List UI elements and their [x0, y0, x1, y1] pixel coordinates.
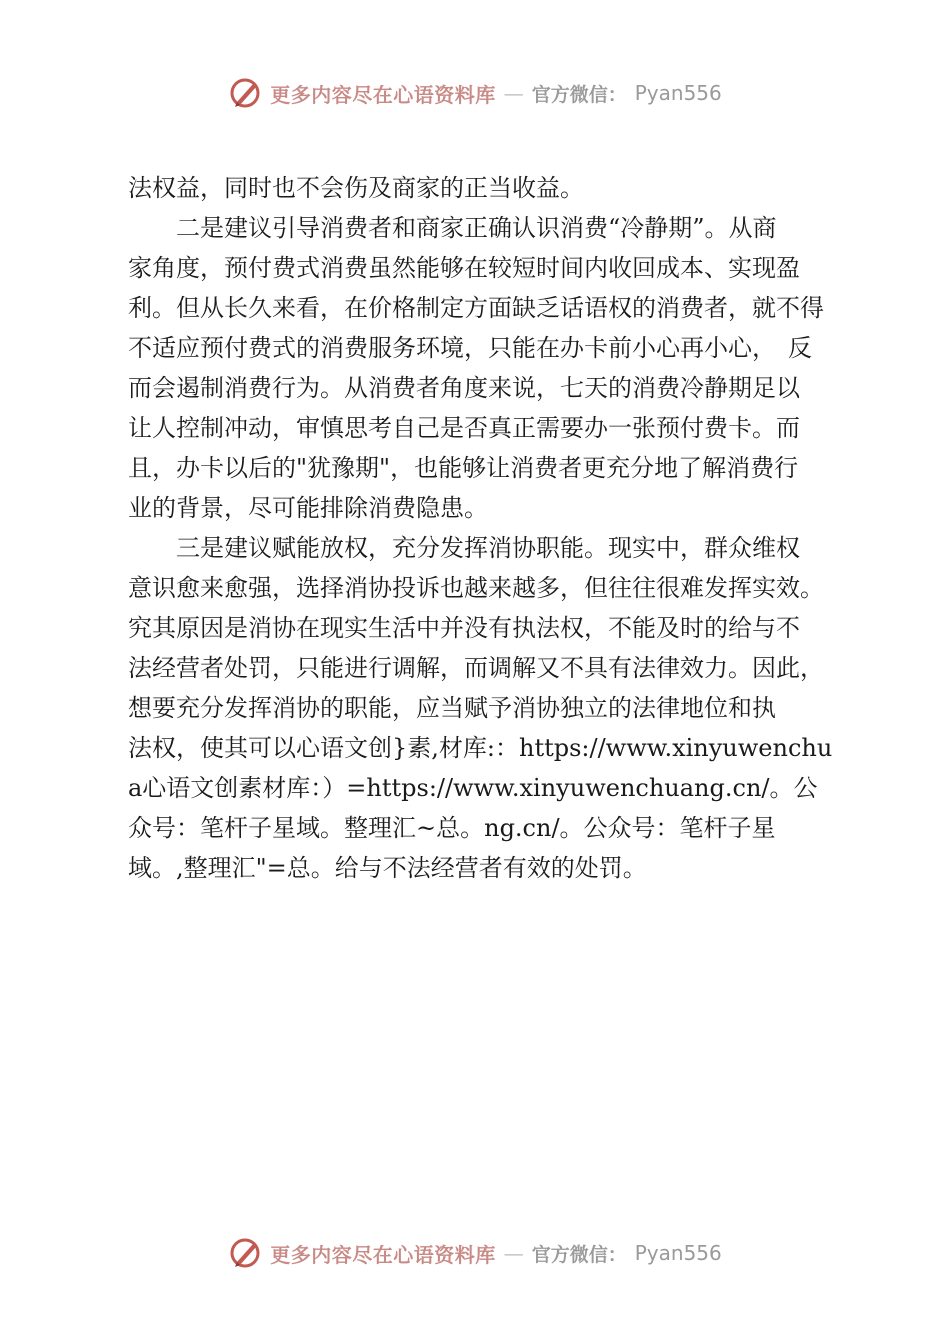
text-line: 且，办卡以后的"犹豫期"，也能够让消费者更充分地了解消费行: [128, 454, 799, 482]
banner-main-text: 更多内容尽在心语资料库: [270, 1242, 496, 1267]
text-line: 而会遏制消费行为。从消费者角度来说，七天的消费冷静期足以: [128, 374, 800, 402]
footer-watermark-banner: [0, 1233, 950, 1273]
text-line: 二是建议引导消费者和商家正确认识消费“冷静期”。从商: [128, 214, 777, 242]
banner-wechat-id: Pyan556: [634, 81, 722, 105]
text-line: 法权益，同时也不会伤及商家的正当收益。: [128, 174, 584, 202]
text-line: 三是建议赋能放权，充分发挥消协职能。现实中，群众维权: [128, 534, 800, 562]
banner-wechat-id: Pyan556: [634, 1241, 722, 1265]
text-line: 家角度，预付费式消费虽然能够在较短时间内收回成本、实现盈: [128, 254, 800, 282]
banner-wechat-label: 官方微信：: [531, 83, 627, 106]
text-line: 法经营者处罚，只能进行调解，而调解又不具有法律效力。因此，: [128, 654, 824, 682]
text-line: 究其原因是消协在现实生活中并没有执法权，不能及时的给与不: [128, 614, 800, 642]
pen-logo-icon: [228, 1236, 262, 1270]
text-line: 业的背景，尽可能排除消费隐患。: [128, 494, 488, 522]
text-line: 想要充分发挥消协的职能，应当赋予消协独立的法律地位和执: [128, 694, 776, 722]
banner-main-text: 更多内容尽在心语资料库: [270, 82, 496, 107]
text-line: 让人控制冲动，审慎思考自己是否真正需要办一张预付费卡。而: [128, 414, 800, 442]
text-line: 域。,整理汇"=总。给与不法经营者有效的处罚。: [128, 854, 647, 882]
banner-wechat-label: 官方微信：: [531, 1243, 627, 1266]
text-line: 法权，使其可以心语文创}素,材库:：https://www.xinyuwenchu: [128, 734, 833, 762]
header-watermark-banner: [0, 73, 950, 113]
banner-separator: —: [503, 81, 524, 105]
text-line: 众号：笔杆子星域。整理汇~总。ng.cn/。公众号：笔杆子星: [128, 814, 776, 842]
text-line: 利。但从长久来看，在价格制定方面缺乏话语权的消费者，就不得: [128, 294, 824, 322]
banner-separator: —: [503, 1241, 524, 1265]
pen-logo-icon: [228, 76, 262, 110]
text-line: 意识愈来愈强，选择消协投诉也越来越多，但往往很难发挥实效。: [128, 574, 824, 602]
document-body: [128, 168, 868, 888]
text-line: a心语文创素材库：）=https://www.xinyuwenchuang.cn/。公: [128, 774, 818, 802]
text-line: 不适应预付费式的消费服务环境，只能在办卡前小心再小心， 反: [128, 334, 812, 362]
